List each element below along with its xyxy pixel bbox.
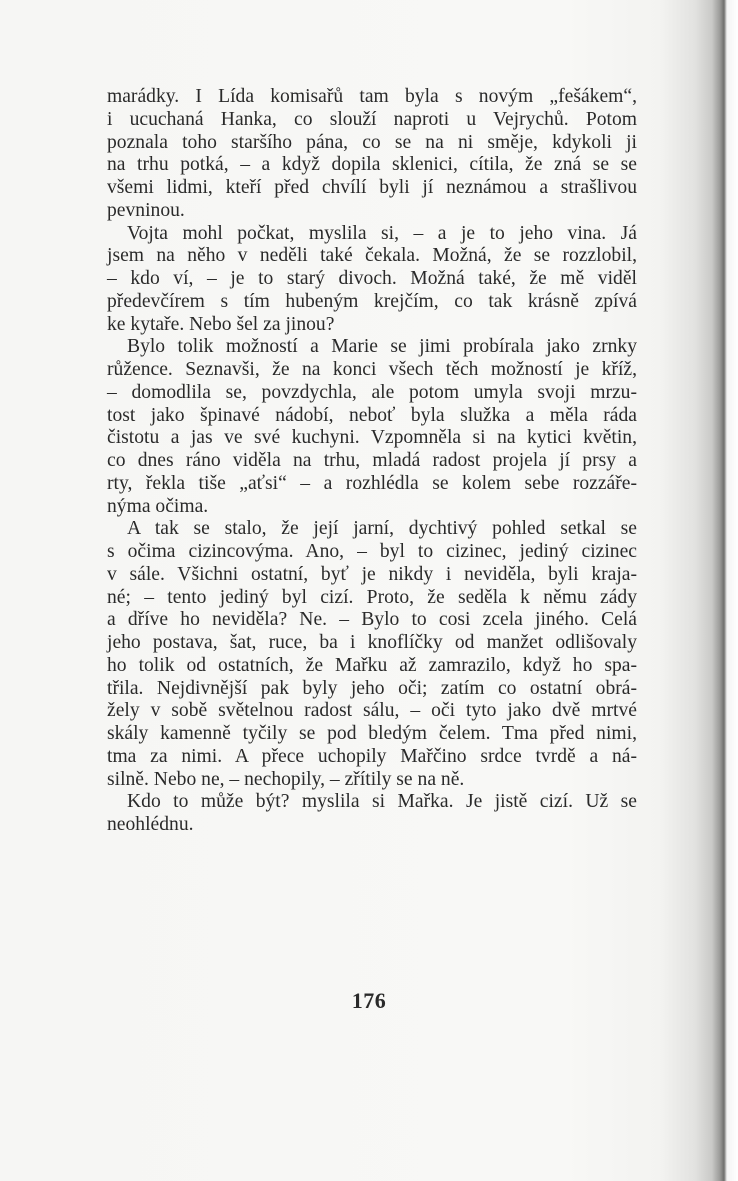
text-line: rty, řekla tiše „aťsi“ – a rozhlédla se kolem sebe rozzáře-	[107, 472, 637, 494]
text-line: ke kytaře. Nebo šel za jinou?	[107, 313, 335, 335]
text-line: s očima cizincovýma. Ano, – byl to cizinec, jediný cizinec	[107, 541, 637, 562]
text-line: předevčírem s tím hubeným krejčím, co tak krásně zpívá	[107, 290, 637, 312]
text-line: ho tolik od ostatních, že Mařku až zamrazilo, když ho spa-	[107, 654, 637, 676]
text-line: nýma očima.	[107, 495, 209, 517]
text-line: silně. Nebo ne, – nechopily, – zřítily se na ně.	[107, 768, 465, 790]
text-line: Bylo tolik možností a Marie se jimi probírala jako zrnky	[127, 336, 637, 358]
text-line: poznala toho staršího pána, co se na ni směje, kdykoli ji	[107, 131, 637, 153]
text-line: žely v sobě světelnou radost sálu, – oči tyto jako dvě mrtvé	[107, 700, 637, 722]
text-line: jsem na něho v neděli také čekala. Možná, že se rozzlobil,	[107, 245, 637, 267]
paragraph	[107, 518, 637, 791]
text-line: – kdo ví, – je to starý divoch. Možná také, že mě viděl	[107, 268, 637, 289]
text-line: neohlédnu.	[107, 814, 194, 835]
text-line: i ucuchaná Hanka, co slouží naproti u Vejrychů. Potom	[107, 108, 637, 130]
paragraph	[107, 86, 637, 223]
text-line: v sále. Všichni ostatní, byť je nikdy i neviděla, byli kraja-	[107, 563, 637, 585]
text-line: A tak se stalo, že její jarní, dychtivý pohled setkal se	[127, 518, 637, 540]
text-line: né; – tento jediný byl cizí. Proto, že seděla k němu zády	[107, 586, 637, 608]
text-line: skály kamenně tyčily se pod bledým čelem. Tma před nimi,	[107, 723, 637, 744]
text-line: třila. Nejdivnější pak byly jeho oči; zatím co ostatní obrá-	[107, 677, 637, 699]
text-line: co dnes ráno viděla na trhu, mladá radost projela jí prsy a	[107, 450, 637, 471]
text-line: Vojta mohl počkat, myslila si, – a je to jeho vina. Já	[127, 222, 637, 244]
text-line: – domodlila se, povzdychla, ale potom umyla svoji mrzu-	[107, 381, 637, 403]
text-line: čistotu a jas ve své kuchyni. Vzpomněla si na kytici květin,	[107, 427, 637, 449]
paragraph	[107, 791, 637, 837]
text-line: na trhu potká, – a když dopila sklenici, cítila, že zná se se	[107, 154, 637, 176]
text-line: a dříve ho neviděla? Ne. – Bylo to cosi zcela jiného. Celá	[107, 609, 637, 631]
text-line: tost jako špinavé nádobí, neboť byla služka a měla ráda	[107, 404, 637, 426]
paragraph	[107, 223, 637, 337]
text-line: jeho postava, šat, ruce, ba i knoflíčky od manžet odlišovaly	[107, 632, 637, 653]
body-text	[107, 86, 637, 837]
text-line: Kdo to může být? myslila si Mařka. Je jistě cizí. Už se	[127, 791, 637, 813]
text-line: všemi lidmi, kteří před chvílí byli jí neznámou a strašlivou	[107, 177, 637, 198]
text-line: pevninou.	[107, 199, 185, 221]
text-line: tma za nimi. A přece uchopily Mařčino srdce tvrdě a ná-	[107, 745, 637, 767]
text-line: marádky. I Lída komisařů tam byla s novým „fešákem“,	[107, 86, 637, 107]
paragraph	[107, 336, 637, 518]
page-number: 176	[351, 988, 387, 1013]
text-line: růžence. Seznavši, že na konci všech těch možností je kříž,	[107, 359, 637, 380]
